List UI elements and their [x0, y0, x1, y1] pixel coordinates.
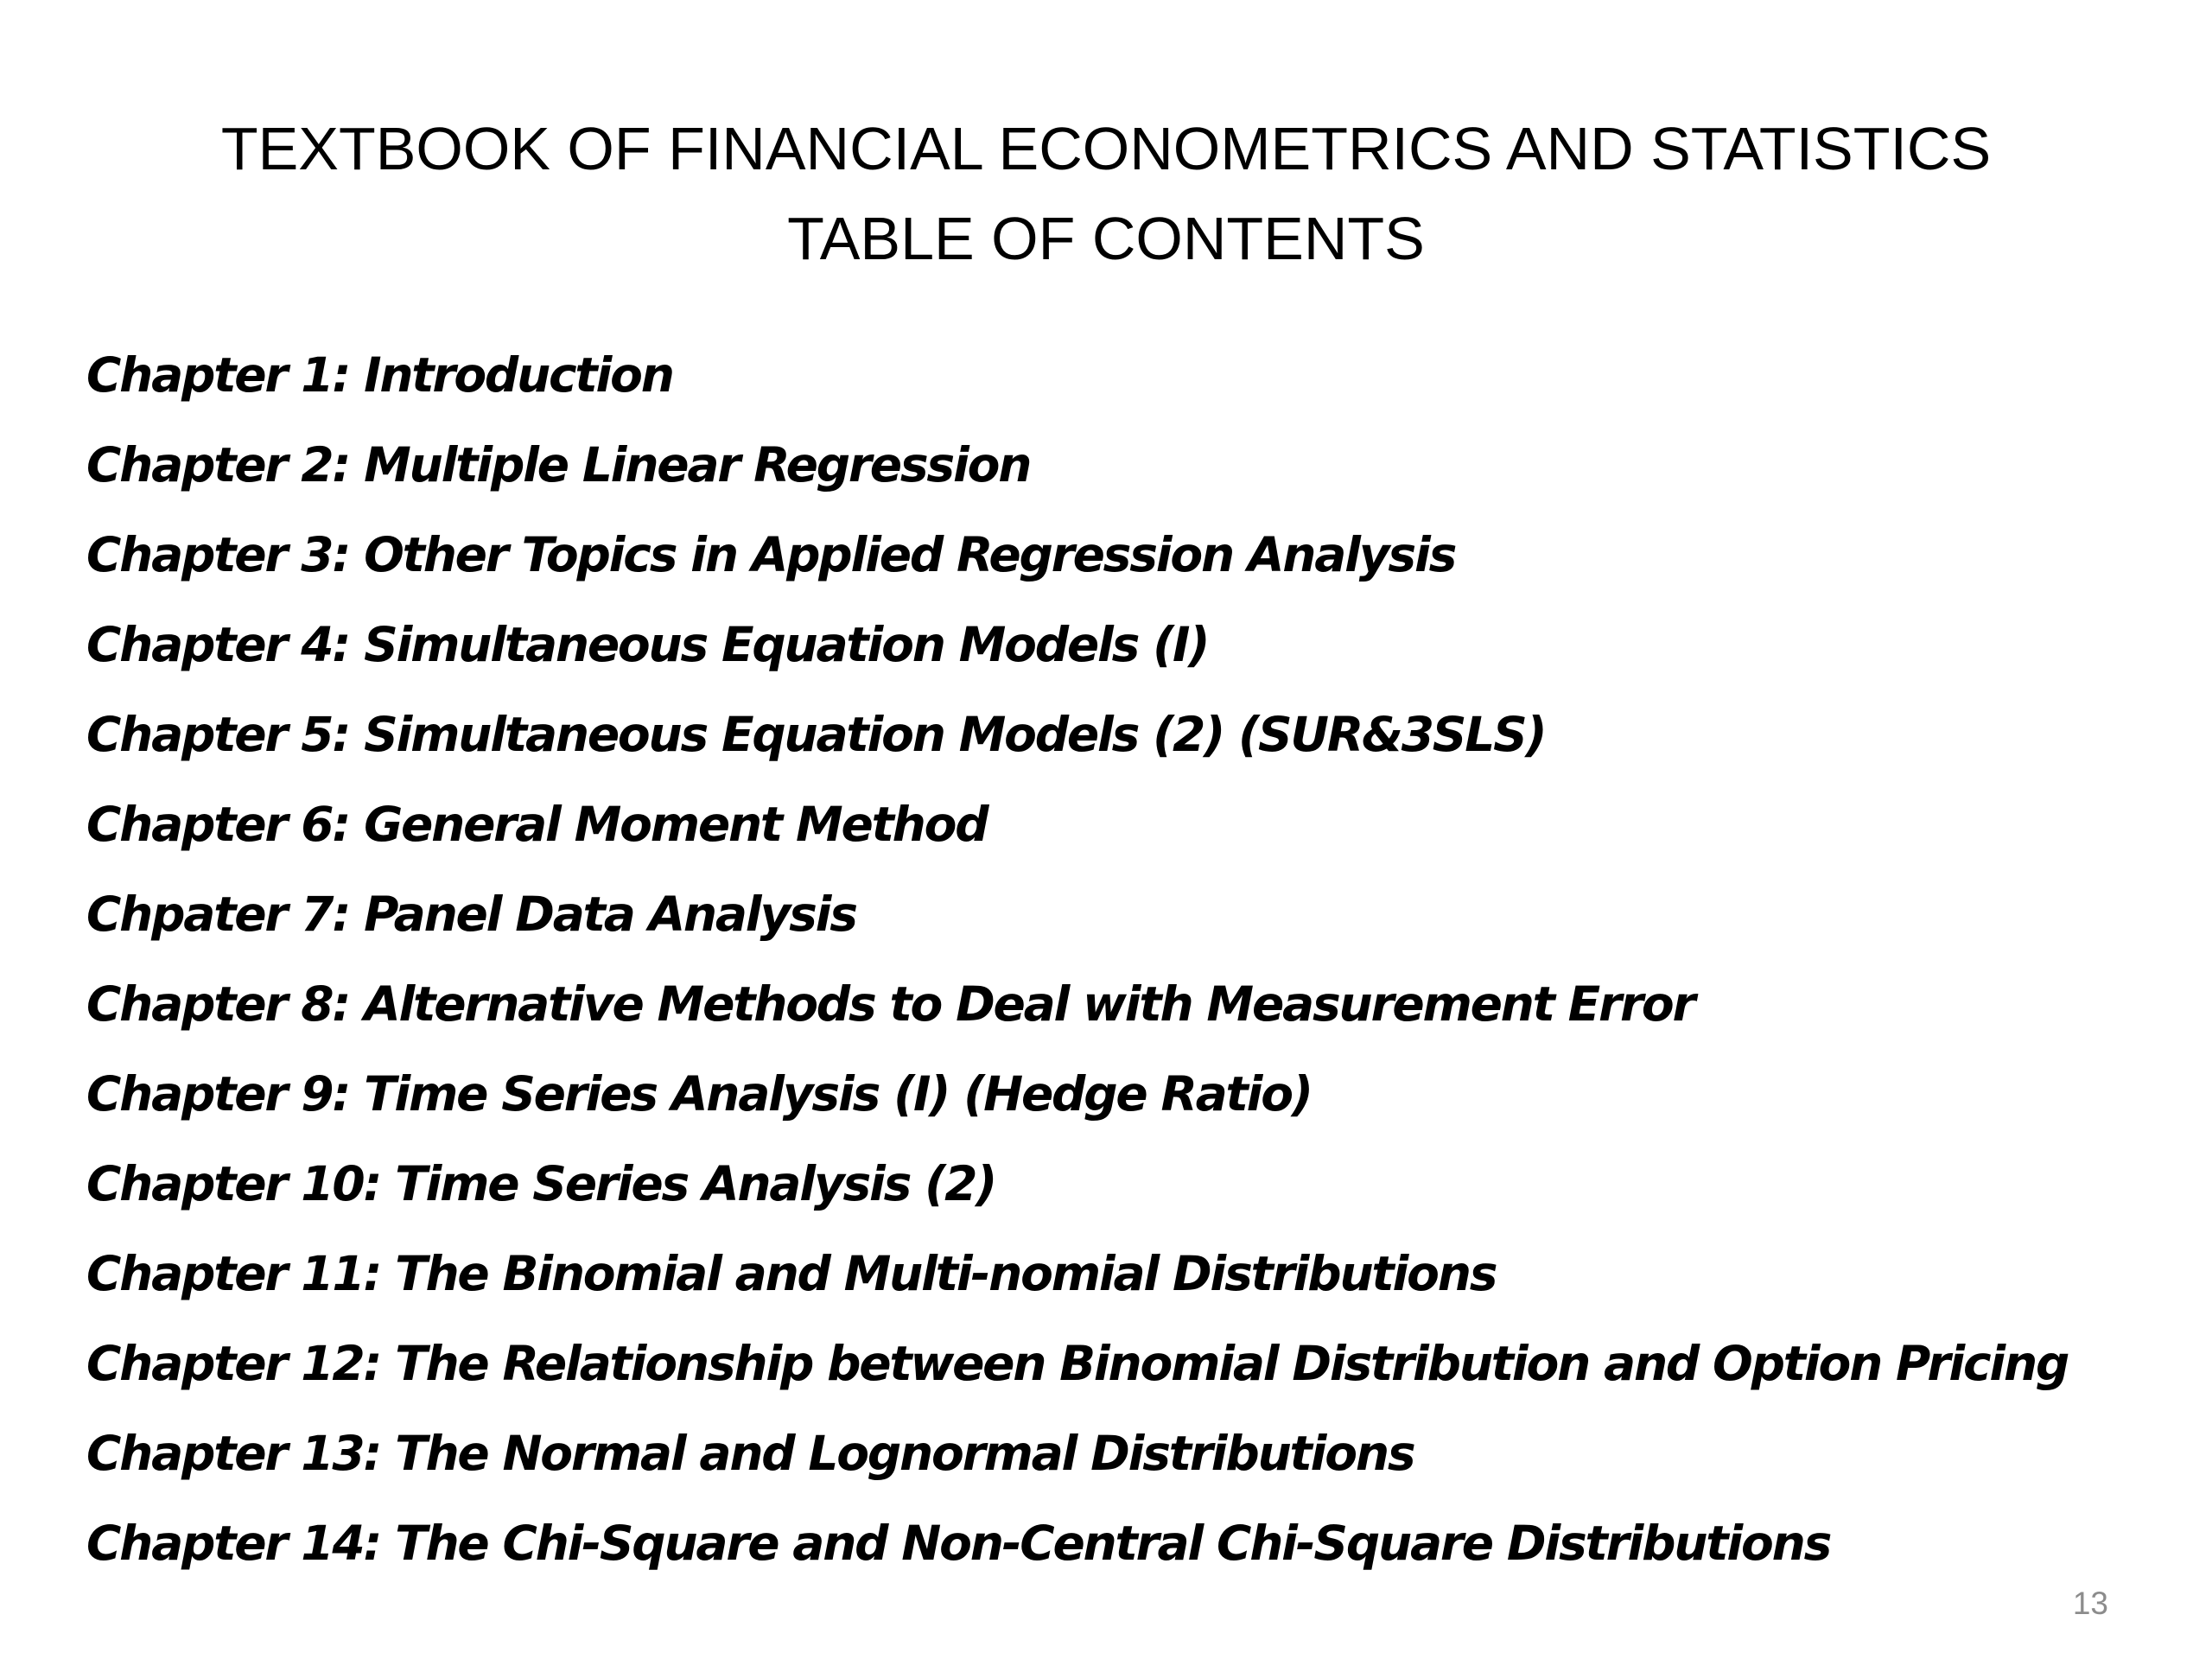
chapter-item-9: Chapter 9: Time Series Analysis (I) (Hedge Ratio)	[86, 1066, 1312, 1122]
chapter-item-4: Chapter 4: Simultaneous Equation Models (I)	[86, 617, 1209, 672]
slide-title	[0, 104, 2212, 283]
page-number: 13	[2072, 1586, 2108, 1621]
table-of-contents	[86, 330, 2177, 1588]
chapter-item-11: Chapter 11: The Binomial and Multi-nomial Distributions	[86, 1246, 1497, 1301]
title-line-book: TEXTBOOK OF FINANCIAL ECONOMETRICS AND STATISTICS	[220, 115, 1992, 182]
chapter-item-7: Chpater 7: Panel Data Analysis	[86, 887, 856, 942]
title-line-toc: TABLE OF CONTENTS	[787, 205, 1425, 272]
chapter-item-13: Chapter 13: The Normal and Lognormal Distributions	[86, 1426, 1414, 1481]
chapter-item-14: Chapter 14: The Chi-Square and Non-Central Chi-Square Distributions	[86, 1516, 1831, 1571]
chapter-item-3: Chapter 3: Other Topics in Applied Regression Analysis	[86, 527, 1456, 582]
chapter-item-5: Chapter 5: Simultaneous Equation Models (2) (SUR&3SLS)	[86, 707, 1546, 762]
chapter-item-2: Chapter 2: Multiple Linear Regression	[86, 437, 1031, 493]
chapter-item-1: Chapter 1: Introduction	[86, 347, 673, 403]
chapter-item-12: Chapter 12: The Relationship between Binomial Distribution and Option Pricing	[86, 1336, 2069, 1391]
chapter-item-10: Chapter 10: Time Series Analysis (2)	[86, 1156, 996, 1211]
chapter-item-6: Chapter 6: General Moment Method	[86, 797, 988, 852]
chapter-item-8: Chapter 8: Alternative Methods to Deal with Measurement Error	[86, 976, 1694, 1032]
